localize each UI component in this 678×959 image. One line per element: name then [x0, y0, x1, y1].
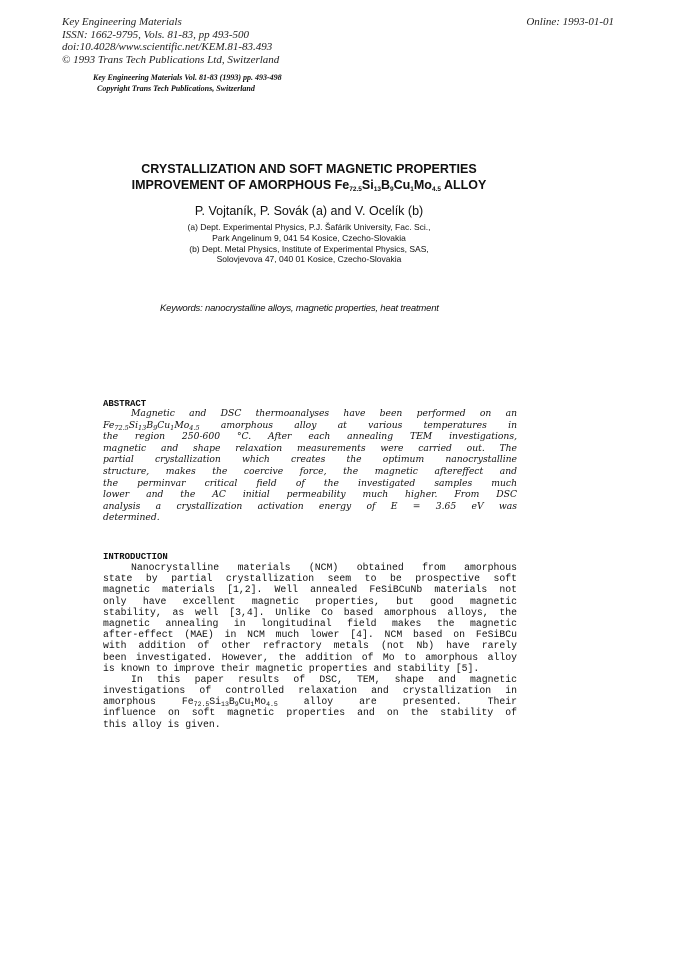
paper-title — [0, 161, 618, 193]
intro-line: magnetic annealing in longitudinal field makes the magnetic — [103, 617, 517, 629]
intro-line: investigations of controlled relaxation and crystallization in — [103, 685, 517, 697]
abstract-line: the perminvar critical field of the investigated samples much — [103, 477, 517, 489]
intro-line: In this paper results of DSC, TEM, shape and magnetic — [131, 673, 517, 685]
intro-line: state by partial crystallization seem to be prospective soft — [103, 573, 517, 585]
issn-line: ISSN: 1662-9795, Vols. 81-83, pp 493-500 — [62, 28, 249, 41]
abstract-heading: ABSTRACT — [103, 399, 147, 409]
abstract-line: the region 250-600 °C. After each annealing TEM investigations, — [103, 431, 517, 443]
intro-line: after-effect (MAE) in NCM much lower [4]. NCM based on FeSiBCu — [103, 629, 517, 641]
title-alloy-formula: $Fe_{72.5}Si_{13}B_9Cu_1Mo_{4.5}$ — [334, 178, 441, 193]
introduction-heading: INTRODUCTION — [103, 552, 168, 562]
abstract-body — [103, 408, 517, 524]
journal-header-line2: Copyright Trans Tech Publications, Switzerland — [97, 84, 255, 93]
intro-line: only have excellent magnetic properties, but good magnetic — [103, 595, 517, 607]
intro-line: is known to improve their magnetic properties and stability [5]. — [103, 662, 480, 674]
intro-line: influence on soft magnetic properties and on the stability of — [103, 707, 517, 719]
abstract-line: partial crystallization which creates the optimum nanocrystalline — [103, 454, 517, 466]
journal-header — [93, 72, 282, 94]
abstract-line: lower and the AC initial permeability much higher. From DSC — [103, 489, 517, 501]
journal-header-line1: Key Engineering Materials Vol. 81-83 (1993) pp. 493-498 — [93, 73, 282, 82]
affiliation-b-line2: Solovjevova 47, 040 01 Kosice, Czecho-Slovakia — [216, 254, 402, 265]
affiliations — [0, 222, 618, 265]
title-line2: IMPROVEMENT OF AMORPHOUS $Fe_{72.5}Si_{13}B_9Cu_1Mo_{4.5}$ ALLOY — [131, 178, 487, 193]
affiliation-b-line1: (b) Dept. Metal Physics, Institute of Experimental Physics, SAS, — [189, 243, 429, 254]
keywords: Keywords: nanocrystalline alloys, magnetic properties, heat treatment — [160, 303, 439, 314]
intro-line: with addition of other refractory metals (not Nb) have rarely — [103, 640, 517, 652]
copyright-line: © 1993 Trans Tech Publications Ltd, Switzerland — [62, 53, 280, 66]
affiliation-a-line1: (a) Dept. Experimental Physics, P.J. Šafárik University, Fac. Sci., — [187, 222, 431, 232]
abstract-line: structure, makes the coercive force, the magnetic aftereffect and — [103, 465, 517, 477]
intro-line: this alloy is given. — [103, 718, 221, 730]
intro-line: stability, as well [3,4]. Unlike Co based amorphous alloys, the — [103, 606, 517, 618]
abstract-line: Magnetic and DSC thermoanalyses have been performed on an — [131, 408, 517, 419]
publication-info — [62, 16, 279, 66]
abstract-line: magnetic and shape relaxation measurements were carried out. The — [103, 442, 517, 454]
affiliation-a-line2: Park Angelinum 9, 041 54 Kosice, Czecho-Slovakia — [212, 232, 406, 243]
abstract-line: analysis a crystallization activation energy of E = 3.65 eV was — [103, 500, 517, 512]
intro-alloy-formula-fe: $Fe_{72.5}$ — [181, 696, 210, 709]
abstract-line: $Fe_{72.5}Si_{13}B_9Cu_1Mo_{4.5}$ amorphous alloy at various temperatures in — [103, 419, 517, 432]
abstract-alloy-formula: $Fe_{72.5}Si_{13}B_9Cu_1Mo_{4.5}$ — [103, 419, 200, 432]
intro-line: Nanocrystalline materials (NCM) obtained from amorphous — [131, 562, 517, 573]
authors: P. Vojtaník, P. Sovák (a) and V. Ocelík (b) — [194, 204, 424, 218]
journal-name: Key Engineering Materials — [62, 16, 182, 28]
intro-line: magnetic materials [1,2]. Well annealed FeSiBCuNb materials not — [103, 584, 517, 596]
online-date: Online: 1993-01-01 — [526, 16, 614, 28]
intro-line: been investigated. However, the addition of Mo to amorphous alloy — [103, 651, 517, 663]
intro-line: amorphous $Fe_{72.5}Si_{13}B_9Cu_1Mo_{4.5}$ alloy are presented. Their — [103, 696, 517, 709]
intro-alloy-formula: $Si_{13}B_9Cu_1Mo_{4.5}$ — [209, 696, 278, 709]
title-line1: CRYSTALLIZATION AND SOFT MAGNETIC PROPERTIES — [141, 162, 477, 176]
doi-line[interactable]: doi:10.4028/www.scientific.net/KEM.81-83.493 — [62, 41, 273, 53]
abstract-line: determined. — [103, 512, 160, 524]
introduction-body — [103, 562, 517, 730]
